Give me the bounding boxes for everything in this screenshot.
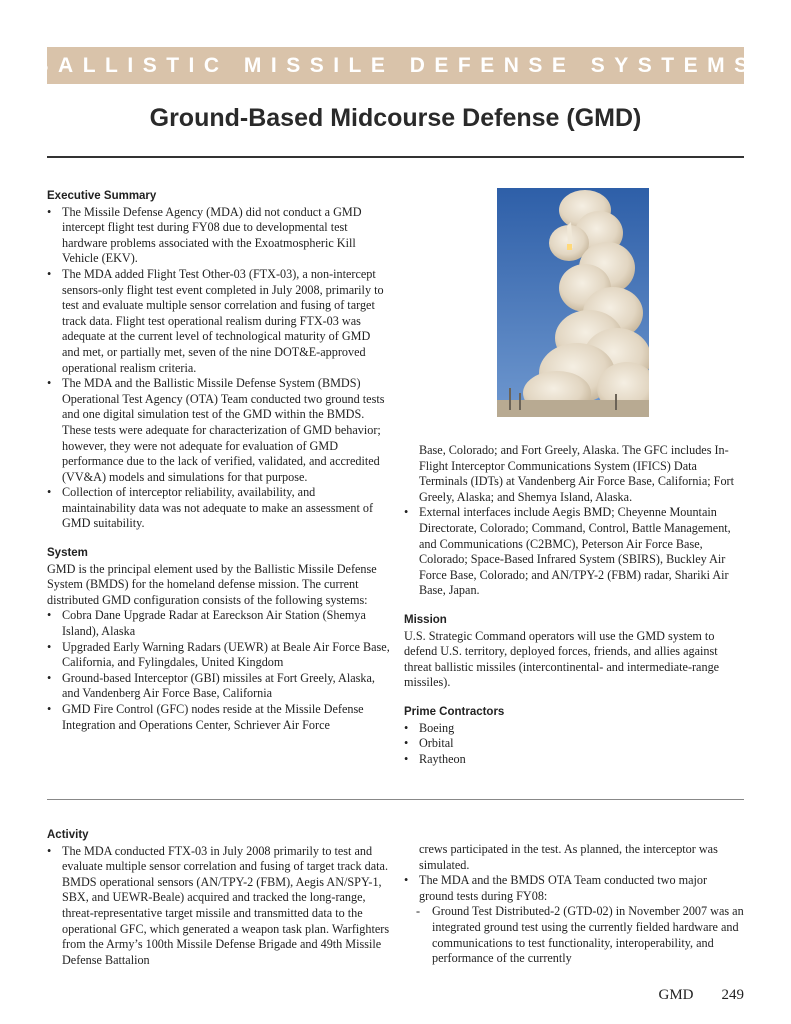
activity-heading: Activity bbox=[47, 829, 89, 841]
list-item: • Ground-based Interceptor (GBI) missiles at Fort Greely, Alaska, and Vandenberg Air Force Base, California bbox=[47, 671, 390, 702]
system-list-continued bbox=[404, 505, 744, 599]
list-item: • The MDA and the Ballistic Missile Defense System (BMDS) Operational Test Agency (OTA) Team conducted two ground tests and one digital simulation test of the GMD within the BMDS. These tests were adequate for characterization of GMD behavior; however, they were not adequate for evaluation of GMD performance due to the lack of verified, validated, and accredited (VV&A) models and simulations for that purpose. bbox=[47, 376, 390, 485]
list-item: • The MDA added Flight Test Other-03 (FTX-03), a non-intercept sensors-only flight test event completed in July 2008, primarily to test and evaluate multiple sensor correlation and fusing of target track data. Flight test operational realism during FTX-03 was adequate at the current level of technological maturity of GMD and met, or partially met, seven of the nine DOT&E-approved operational realism criteria. bbox=[47, 267, 390, 376]
system-heading: System bbox=[47, 547, 88, 560]
exec-summary-list bbox=[47, 205, 390, 532]
list-item: • Upgraded Early Warning Radars (UEWR) at Beale Air Force Base, California, and Fylingdales, United Kingdom bbox=[47, 640, 390, 671]
footer-section: GMD bbox=[658, 987, 694, 1003]
mission-text: U.S. Strategic Command operators will use the GMD system to defend U.S. territory, deployed forces, friends, and allies against threat ballistic missiles (intercontinental- and intermediate-range missiles). bbox=[404, 628, 720, 690]
mission-heading: Mission bbox=[404, 613, 447, 626]
section-banner bbox=[33, 47, 758, 84]
list-item: • The MDA conducted FTX-03 in July 2008 primarily to test and evaluate multiple sensor correlation and fusing of target track data. BMDS operational sensors (AN/TPY-2 (FBM), Aegis AN/SPY-1, SBX, and UEWR-Beale) acquired and tracked the long-range, threat-representative target missile and transmitted data to the operational GFC, which generated a weapon task plan. Warfighters from the Army’s 100th Missile Defense Brigade and 49th Missile Defense Battalion bbox=[47, 844, 390, 969]
activity-list-continued bbox=[404, 873, 744, 967]
list-item: • External interfaces include Aegis BMD; Cheyenne Mountain Directorate, Colorado; Command, Control, Battle Management, and Communications (C2BMC), Peterson Air Force Base, Colorado; Space-Based Infrared System (SBIRS), Buckley Air Force Base, Colorado; and AN/TPY-2 (FBM) radar, Shariki Air Base, Japan. bbox=[404, 505, 744, 599]
list-item: • Cobra Dane Upgrade Radar at Eareckson Air Station (Shemya Island), Alaska bbox=[47, 608, 390, 639]
sub-list-item: - Ground Test Distributed-2 (GTD-02) in November 2007 was an integrated ground test using the currently fielded hardware and communications to test functionality, interoperability, and performance of the currently bbox=[404, 904, 744, 966]
activity-left-column bbox=[47, 828, 390, 968]
activity-right-column bbox=[404, 842, 744, 967]
page-title: Ground-Based Midcourse Defense (GMD) bbox=[149, 104, 642, 132]
list-item: • The MDA and the BMDS OTA Team conducted two major ground tests during FY08: bbox=[404, 873, 744, 904]
exec-summary-heading: Executive Summary bbox=[47, 190, 157, 202]
system-continued: Base, Colorado; and Fort Greely, Alaska. The GFC includes In-Flight Interceptor Communications System (IFICS) Data Terminals (IDTs) at Vandenberg Air Force Base, California; Fort Greely, Alaska; and Shemya Island, Alaska. bbox=[419, 443, 734, 504]
title-divider bbox=[47, 156, 744, 158]
page-number: 249 bbox=[721, 987, 744, 1003]
list-item: • The Missile Defense Agency (MDA) did not conduct a GMD intercept flight test during FY08 due to developmental test hardware problems associated with the Exoatmospheric Kill Vehicle (EKV). bbox=[47, 205, 390, 267]
contractors-list bbox=[404, 721, 744, 768]
contractors-heading: Prime Contractors bbox=[404, 705, 505, 718]
system-list bbox=[47, 608, 390, 733]
activity-list bbox=[47, 844, 390, 969]
list-item: • Collection of interceptor reliability, availability, and maintainability data was not adequate to make an assessment of GMD suitability. bbox=[47, 485, 390, 532]
banner-text: BALLISTIC MISSILE DEFENSE SYSTEMS bbox=[33, 53, 758, 77]
missile-launch-photo bbox=[497, 188, 649, 417]
launch-image bbox=[497, 188, 649, 417]
list-item: • GMD Fire Control (GFC) nodes reside at the Missile Defense Integration and Operations Center, Schriever Air Force bbox=[47, 702, 390, 733]
left-column bbox=[47, 189, 390, 733]
list-item: • Boeing bbox=[404, 721, 744, 737]
system-intro: GMD is the principal element used by the Ballistic Missile Defense System (BMDS) for the homeland defense mission. The current distributed GMD configuration consists of the following systems: bbox=[47, 561, 377, 607]
list-item: • Orbital bbox=[404, 736, 744, 752]
list-item: • Raytheon bbox=[404, 752, 744, 768]
activity-continued: crews participated in the test. As planned, the interceptor was simulated. bbox=[419, 842, 718, 872]
page-footer bbox=[658, 987, 744, 1004]
right-column bbox=[404, 443, 744, 767]
section-divider bbox=[47, 799, 744, 800]
